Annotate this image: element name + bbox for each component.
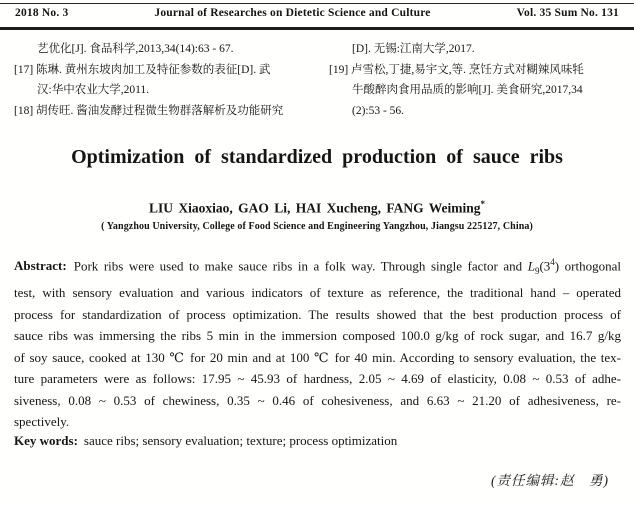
keywords-line — [14, 433, 397, 449]
keywords-text: sauce ribs; sensory evaluation; texture; process optimization — [83, 433, 398, 448]
affiliation-line: ( Yangzhou University, College of Food Science and Engineering Yangzhou, Jiangsu 225127, China) — [101, 221, 533, 232]
issue-label: 2018 No. 3 — [15, 7, 69, 19]
abstract-section — [14, 252, 621, 433]
editor-note: (责任编辑:赵 勇) — [491, 473, 609, 488]
abstract-line: process for standardization of process optimization. The results showed that the best production process of — [14, 306, 621, 322]
references-left-column — [14, 39, 308, 121]
references-section — [14, 39, 621, 121]
reference-line: [19] 卢雪松,丁捷,易宇文,等. 烹饪方式对糊辣风味牦 — [329, 63, 584, 76]
abstract-text: Pork ribs were used to make sauce ribs in a folk way. Through single factor and — [73, 258, 528, 274]
authors-line — [0, 199, 634, 217]
volume-label: Vol. 35 Sum No. 131 — [516, 7, 619, 19]
keywords-label: Key words: — [14, 433, 78, 448]
reference-line: 牛酸醉肉食用品质的影响[J]. 美食研究,2017,34 — [352, 84, 583, 96]
article-title: Optimization of standardized production of sauce ribs — [71, 146, 563, 168]
abstract-line: sauce ribs was immersing the ribs 5 min in the immersion composed 100.0 g/kg of rock sugar, and 16.7 g/kg — [14, 328, 621, 344]
corresponding-author-mark: * — [480, 199, 486, 209]
reference-line: [D]. 无锡:江南大学,2017. — [352, 43, 475, 55]
reference-line: (2):53 - 56. — [352, 104, 405, 117]
references-right-column — [329, 39, 621, 121]
abstract-line: siveness, 0.08 ~ 0.53 of chewiness, 0.35 ~ 0.46 of cohesiveness, and 6.63 ~ 21.20 of adhesiveness, re- — [14, 392, 621, 408]
formula-superscript: 4 — [550, 257, 555, 267]
header-rule-bottom — [0, 27, 634, 30]
author-names: LIU Xiaoxiao, GAO Li, HAI Xucheng, FANG Weiming — [148, 200, 481, 216]
reference-line: 艺优化[J]. 食品科学,2013,34(14):63 - 67. — [37, 43, 234, 55]
header-rule-top — [0, 3, 634, 4]
abstract-label: Abstract: — [14, 258, 67, 274]
formula-subscript: 9 — [534, 265, 540, 276]
journal-title: Journal of Researches on Dietetic Science and Culture — [154, 7, 431, 19]
reference-line: 汉:华中农业大学,2011. — [37, 84, 150, 96]
reference-line: [18] 胡传旺. 酱油发酵过程微生物群落解析及功能研究 — [14, 104, 284, 117]
journal-header — [15, 7, 619, 19]
formula-L: L — [527, 258, 535, 274]
abstract-line: test, with sensory evaluation and various indicators of texture as reference, the traditional hand – operated — [14, 285, 621, 301]
abstract-text: ) orthogonal — [554, 258, 621, 274]
reference-line: [17] 陈琳. 黄州东坡肉加工及特征参数的表征[D]. 武 — [14, 63, 271, 76]
formula-paren: (3 — [539, 258, 551, 274]
abstract-line: of soy sauce, cooked at 130 ℃ for 20 min and at 100 ℃ for 40 min. According to sensory evaluation, the tex- — [14, 349, 621, 365]
abstract-line: ture parameters were as follows: 17.95 ~ 45.93 of hardness, 2.05 ~ 4.69 of elasticity, 0.08 ~ 0.53 of adhe- — [14, 371, 621, 387]
abstract-line: spectively. — [14, 414, 70, 430]
abstract-line — [14, 252, 621, 282]
